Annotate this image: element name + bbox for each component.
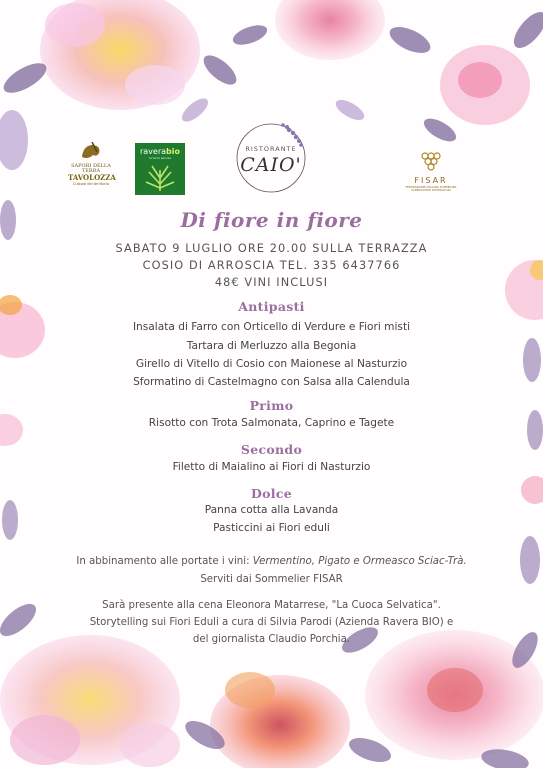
ravera-name: ravera [139, 147, 167, 156]
grapes-icon [421, 152, 441, 174]
wine-pairing-line [0, 556, 543, 567]
sponsor-logos [0, 118, 543, 208]
menu-item: Insalata di Farro con Orticello di Verdure e Fiori misti [132, 321, 411, 333]
event-location-line: COSIO DI ARROSCIA TEL. 335 6437766 [142, 259, 401, 272]
palette-icon [80, 142, 102, 160]
menu-item: Pasticcini ai Fiori eduli [213, 522, 330, 534]
tavolozza-line2: TAVOLOZZA [68, 173, 116, 182]
secondo-heading: Secondo [240, 442, 303, 457]
guest-line: Sarà presente alla cena Eleonora Matarrese, "La Cuoca Selvatica". [102, 600, 441, 611]
menu-item: Girello di Vitello di Cosio con Maionese al Nasturzio [135, 358, 408, 370]
storytelling-line: Storytelling sui Fiori Eduli a cura di Silvia Parodi (Azienda Ravera BIO) e [89, 617, 454, 628]
caio-name: CAIO' [240, 154, 302, 176]
menu-item: Sformatino di Castelmagno con Salsa alla Calendula [133, 376, 410, 388]
ravera-tagline: la terra aprosa [148, 156, 171, 160]
dolce-heading: Dolce [251, 486, 292, 501]
ravera-bio: bio [166, 147, 180, 156]
menu-item: Panna cotta alla Lavanda [204, 504, 339, 516]
plant-icon [144, 162, 176, 192]
menu-item: Filetto di Maialino ai Fiori di Nasturzio [172, 461, 371, 473]
journalist-line: del giornalista Claudio Porchia. [192, 634, 351, 645]
fisar-name: FISAR [414, 176, 448, 185]
fisar-subtitle: FEDERAZIONE ITALIANA SOMMELIER ALBERGATORI RISTORATORI [405, 185, 457, 193]
tavolozza-logo [68, 142, 114, 190]
tavolozza-line1: SAPORI DELLA TERRA [71, 163, 111, 174]
primo-heading: Primo [249, 398, 294, 413]
event-date-line: SABATO 9 LUGLIO ORE 20.00 SULLA TERRAZZA [115, 242, 428, 255]
menu-item: Tartara di Merluzzo alla Begonia [186, 340, 357, 352]
fisar-logo [405, 150, 457, 196]
menu-item: Risotto con Trota Salmonata, Caprino e Tagete [148, 417, 395, 429]
event-title: Di fiore in fiore [180, 208, 363, 232]
ristorante-caio-logo [233, 120, 309, 196]
sommelier-line: Serviti dai Sommelier FISAR [200, 574, 343, 585]
event-price-line: 48€ VINI INCLUSI [214, 276, 329, 289]
antipasti-heading: Antipasti [238, 299, 305, 314]
ravera-bio-logo [135, 143, 185, 195]
caio-subtitle: RISTORANTE [245, 145, 297, 153]
tavolozza-line3: Custodi del territorio [72, 182, 110, 186]
wine-pairing-prefix: In abbinamento alle portate i vini: [76, 556, 253, 567]
wine-list: Vermentino, Pigato e Ormeasco Sciac-Trà. [252, 556, 467, 567]
